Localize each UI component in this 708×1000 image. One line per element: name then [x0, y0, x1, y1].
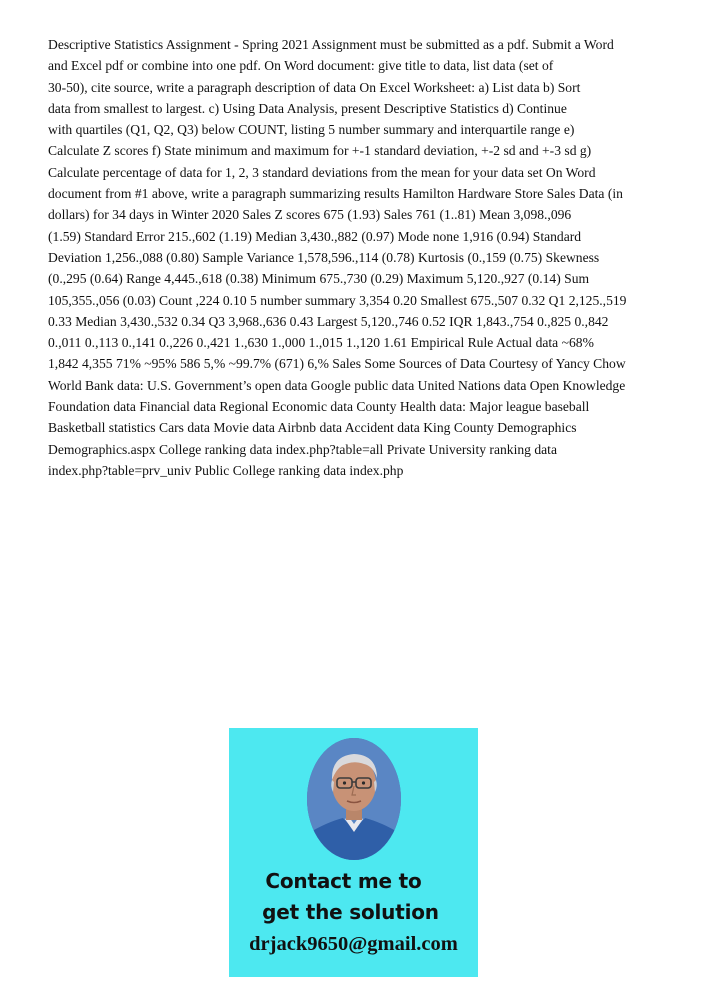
text-line: Demographics.aspx College ranking data index.php?table=all Private University ranking data [48, 441, 557, 457]
text-line: 30-50), cite source, write a paragraph description of data On Excel Worksheet: a) List data b) Sort [48, 79, 581, 95]
portrait-illustration [307, 738, 401, 860]
text-line: Deviation 1,256.,088 (0.80) Sample Variance 1,578,596.,114 (0.78) Kurtosis (0.,159 (0.75) Skewness [48, 249, 600, 265]
text-line: Descriptive Statistics Assignment - Spring 2021 Assignment must be submitted as a pdf. Submit a Word [48, 37, 614, 52]
text-line: 0.33 Median 3,430.,532 0.34 Q3 3,968.,636 0.43 Largest 5,120.,746 0.52 IQR 1,843.,754 0.,825 0.,842 [48, 313, 609, 329]
text-line: Calculate Z scores f) State minimum and maximum for +-1 standard deviation, +-2 sd and +-3 sd g) [48, 143, 592, 159]
contact-heading-line1: Contact me to [265, 869, 422, 893]
text-line: (1.59) Standard Error 215.,602 (1.19) Median 3,430.,882 (0.97) Mode none 1,916 (0.94) Standard [48, 228, 582, 244]
text-line: index.php?table=prv_univ Public College ranking data index.php [48, 462, 404, 478]
text-line: dollars) for 34 days in Winter 2020 Sales Z scores 675 (1.93) Sales 761 (1..81) Mean 3,098.,096 [48, 207, 572, 223]
author-portrait [307, 738, 401, 860]
contact-heading-line2: get the solution [262, 900, 439, 924]
text-line: Calculate percentage of data for 1, 2, 3 standard deviations from the mean for your data set On Word [48, 164, 596, 180]
text-line: Foundation data Financial data Regional Economic data County Health data: Major league baseball [48, 399, 590, 415]
contact-card[interactable] [229, 728, 478, 977]
text-line: data from smallest to largest. c) Using Data Analysis, present Descriptive Statistics d) Continue [48, 100, 567, 116]
text-line: document from #1 above, write a paragraph summarizing results Hamilton Hardware Store Sales Data (in [48, 186, 623, 202]
text-line: Basketball statistics Cars data Movie data Airbnb data Accident data King County Demographics [48, 420, 577, 436]
text-line: and Excel pdf or combine into one pdf. On Word document: give title to data, list data (set of [48, 58, 554, 74]
text-line: World Bank data: U.S. Government’s open data Google public data United Nations data Open Knowledge [48, 377, 626, 393]
text-line: 0.,011 0.,113 0.,141 0.,226 0.,421 1.,630 1.,000 1.,015 1.,120 1.61 Empirical Rule Actual data ~68% [48, 335, 594, 351]
assignment-text [48, 34, 660, 481]
contact-email[interactable]: drjack9650@gmail.com [249, 933, 458, 955]
text-line: 105,355.,056 (0.03) Count ,224 0.10 5 number summary 3,354 0.20 Smallest 675.,507 0.32 Q1 2,125.,519 [48, 292, 627, 308]
text-line: with quartiles (Q1, Q2, Q3) below COUNT, listing 5 number summary and interquartile range e) [48, 122, 575, 138]
text-line: (0.,295 (0.64) Range 4,445.,618 (0.38) Minimum 675.,730 (0.29) Maximum 5,120.,927 (0.14) Sum [48, 271, 590, 287]
text-line: 1,842 4,355 71% ~95% 586 5,% ~99.7% (671) 6,% Sales Some Sources of Data Courtesy of Yancy Chow [48, 356, 626, 372]
